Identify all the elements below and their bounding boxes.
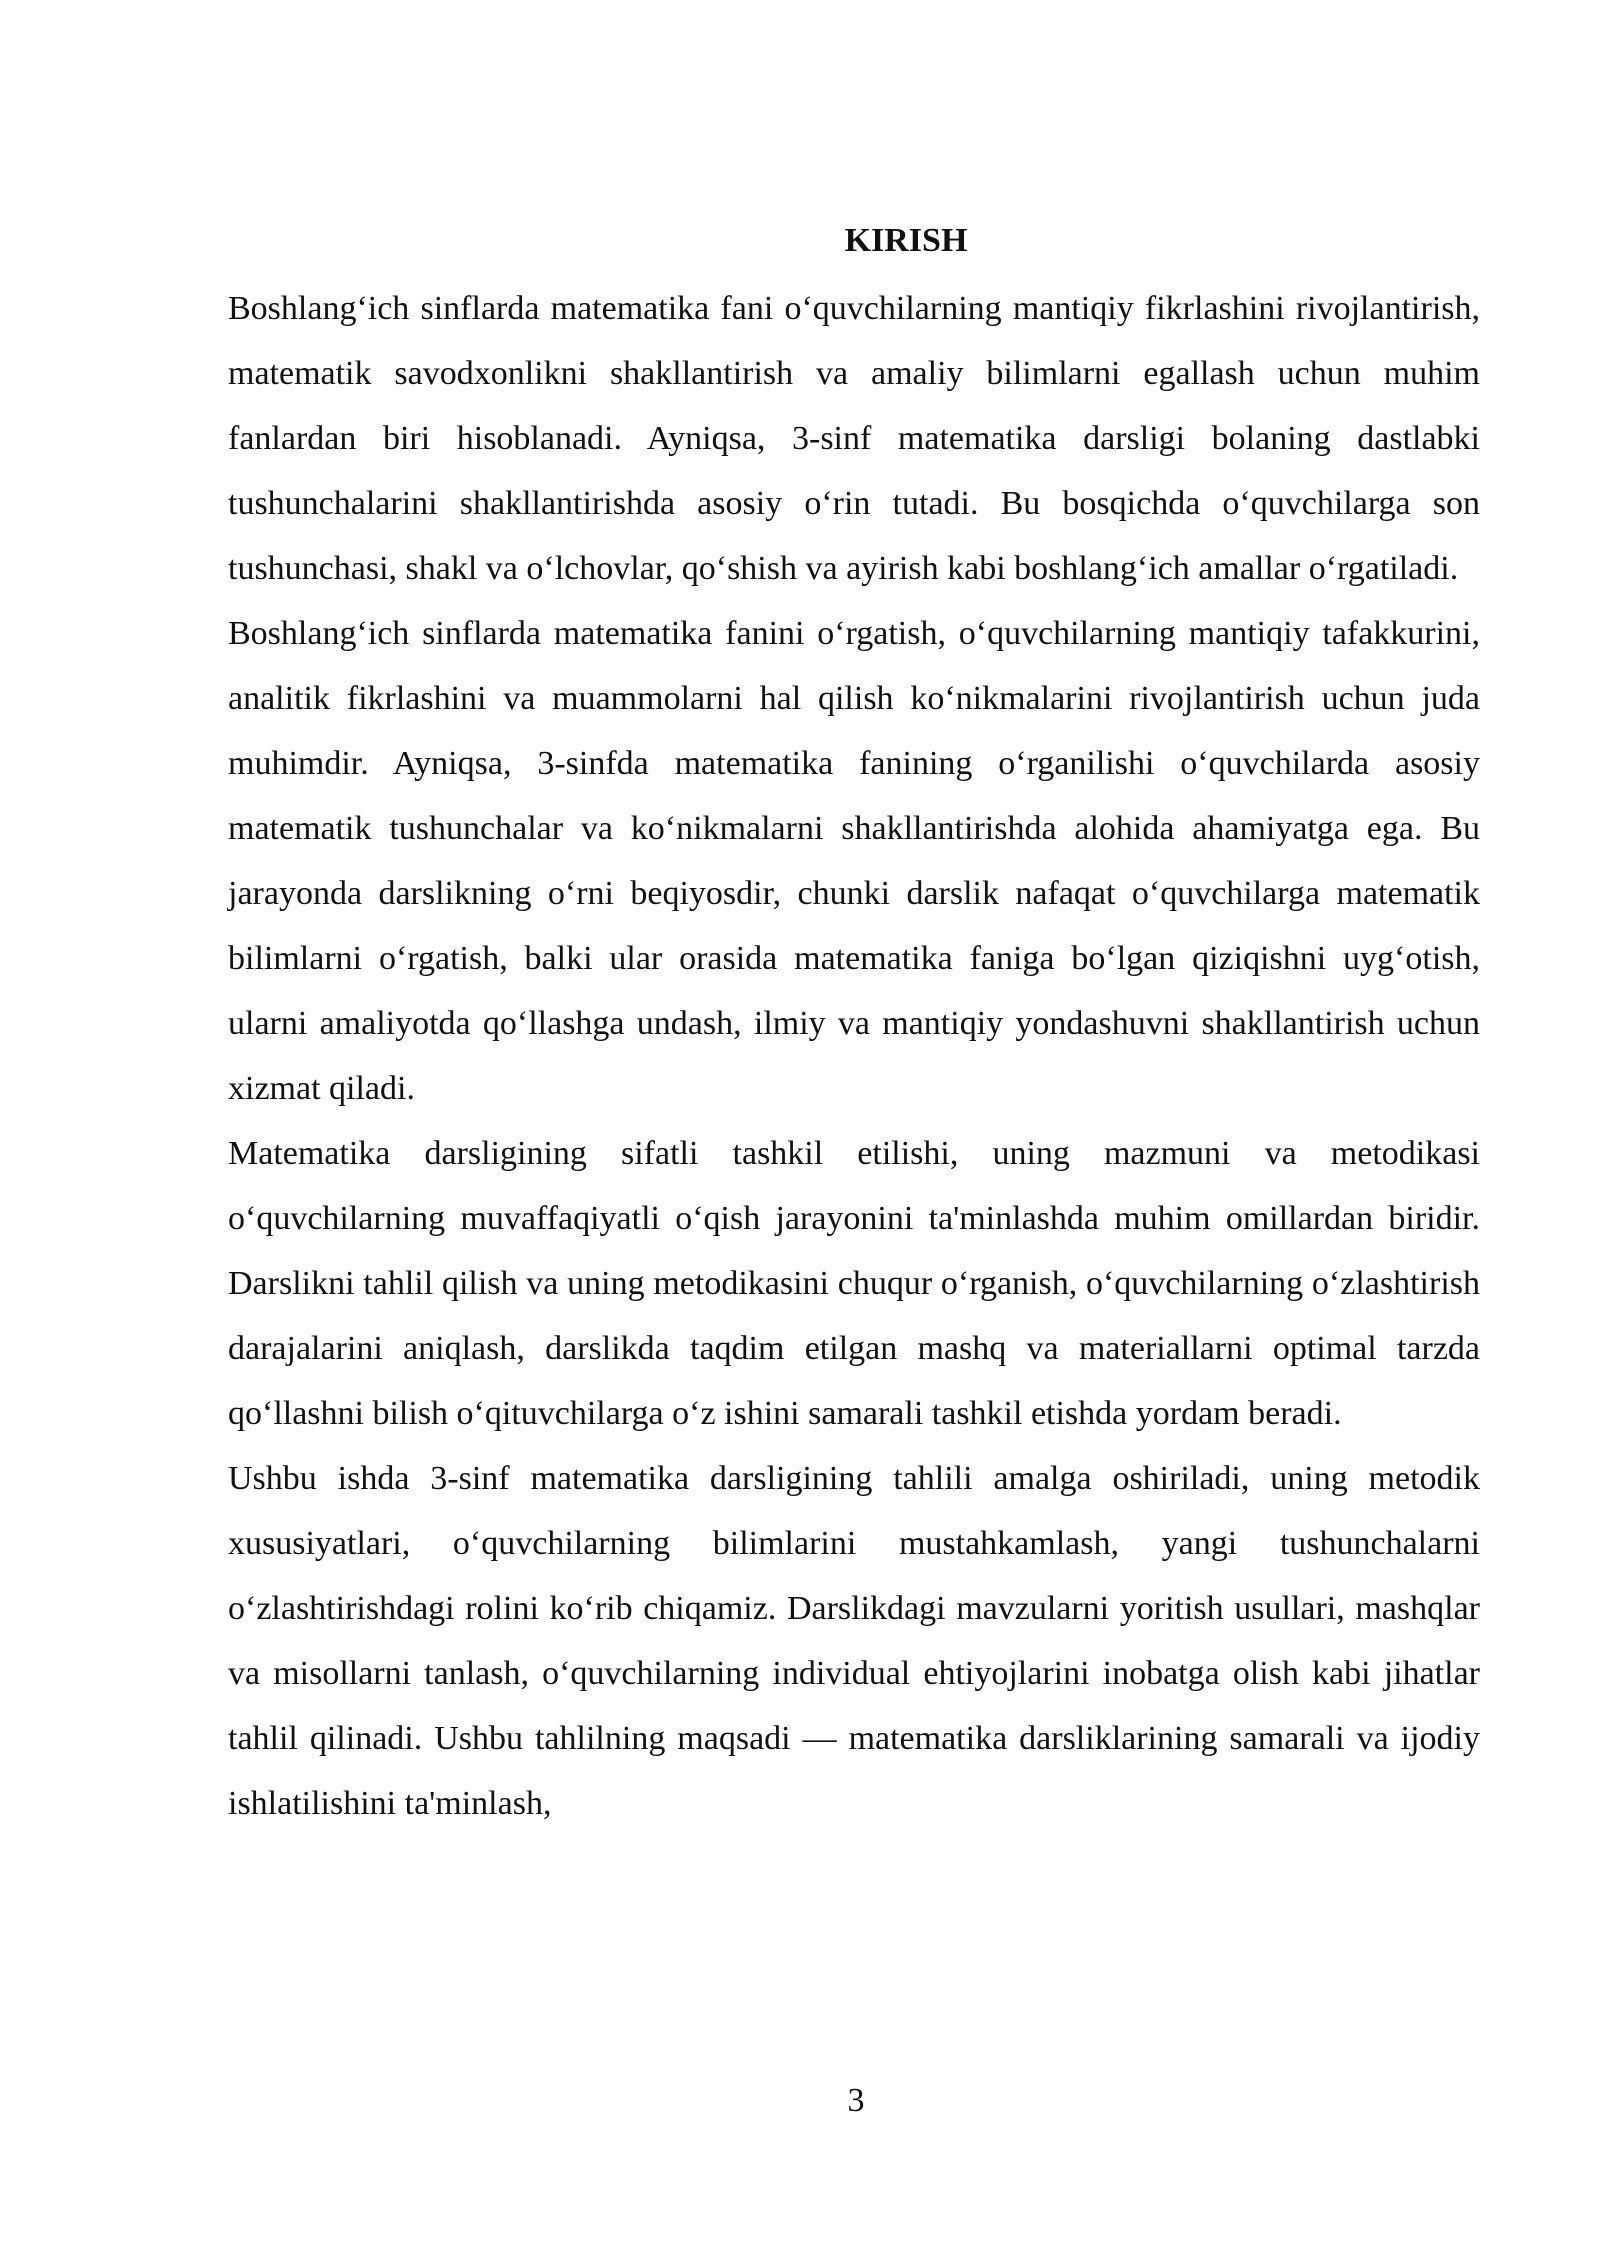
paragraph-2: Boshlang‘ich sinflarda matematika fanini o‘rgatish, o‘quvchilarning mantiqiy tafakkurini, analitik fikrlashini va muammolarni hal qilish ko‘nikmalarini rivojlantirish uchun juda muhimdir. Ayniqsa, 3-sinfda matematika fanining o‘rganilishi o‘quvchilarda asosiy matematik tushunchalar va ko‘nikmalarni shakllantirishda alohida ahamiyatga ega. Bu jarayonda darslikning o‘rni beqiyosdir, chunki darslik nafaqat o‘quvchilarga matematik bilimlarni o‘rgatish, balki ular orasida matematika faniga bo‘lgan qiziqishni uyg‘otish, ularni amaliyotda qo‘llashga undash, ilmiy va mantiqiy yondashuvni shakllantirish uchun xizmat qiladi. [228, 615, 1480, 1107]
paragraph-1: Boshlang‘ich sinflarda matematika fani o‘quvchilarning mantiqiy fikrlashini rivojlantirish, matematik savodxonlikni shakllantirish va amaliy bilimlarni egallash uchun muhim fanlardan biri hisoblanadi. Ayniqsa, 3-sinf matematika darsligi bolaning dastlabki tushunchalarini shakllantirishda asosiy o‘rin tutadi. Bu bosqichda o‘quvchilarga son tushunchasi, shakl va o‘lchovlar, qo‘shish va ayirish kabi boshlang‘ich amallar o‘rgatiladi. [228, 290, 1480, 587]
document-body [228, 276, 1480, 1836]
paragraph-3: Matematika darsligining sifatli tashkil etilishi, uning mazmuni va metodikasi o‘quvchilarning muvaffaqiyatli o‘qish jarayonini ta'minlashda muhim omillardan biridir. Darslikni tahlil qilish va uning metodikasini chuqur o‘rganish, o‘quvchilarning o‘zlashtirish darajalarini aniqlash, darslikda taqdim etilgan mashq va materiallarni optimal tarzda qo‘llashni bilish o‘qituvchilarga o‘z ishini samarali tashkil etishda yordam beradi. [228, 1135, 1480, 1432]
paragraph-4: Ushbu ishda 3-sinf matematika darsligining tahlili amalga oshiriladi, uning metodik xususiyatlari, o‘quvchilarning bilimlarini mustahkamlash, yangi tushunchalarni o‘zlashtirishdagi rolini ko‘rib chiqamiz. Darslikdagi mavzularni yoritish usullari, mashqlar va misollarni tanlash, o‘quvchilarning individual ehtiyojlarini inobatga olish kabi jihatlar tahlil qilinadi. Ushbu tahlilning maqsadi — matematika darsliklarining samarali va ijodiy ishlatilishini ta'minlash, [228, 1460, 1480, 1822]
page-title: KIRISH [844, 222, 968, 259]
page-number: 3 [847, 2082, 865, 2119]
